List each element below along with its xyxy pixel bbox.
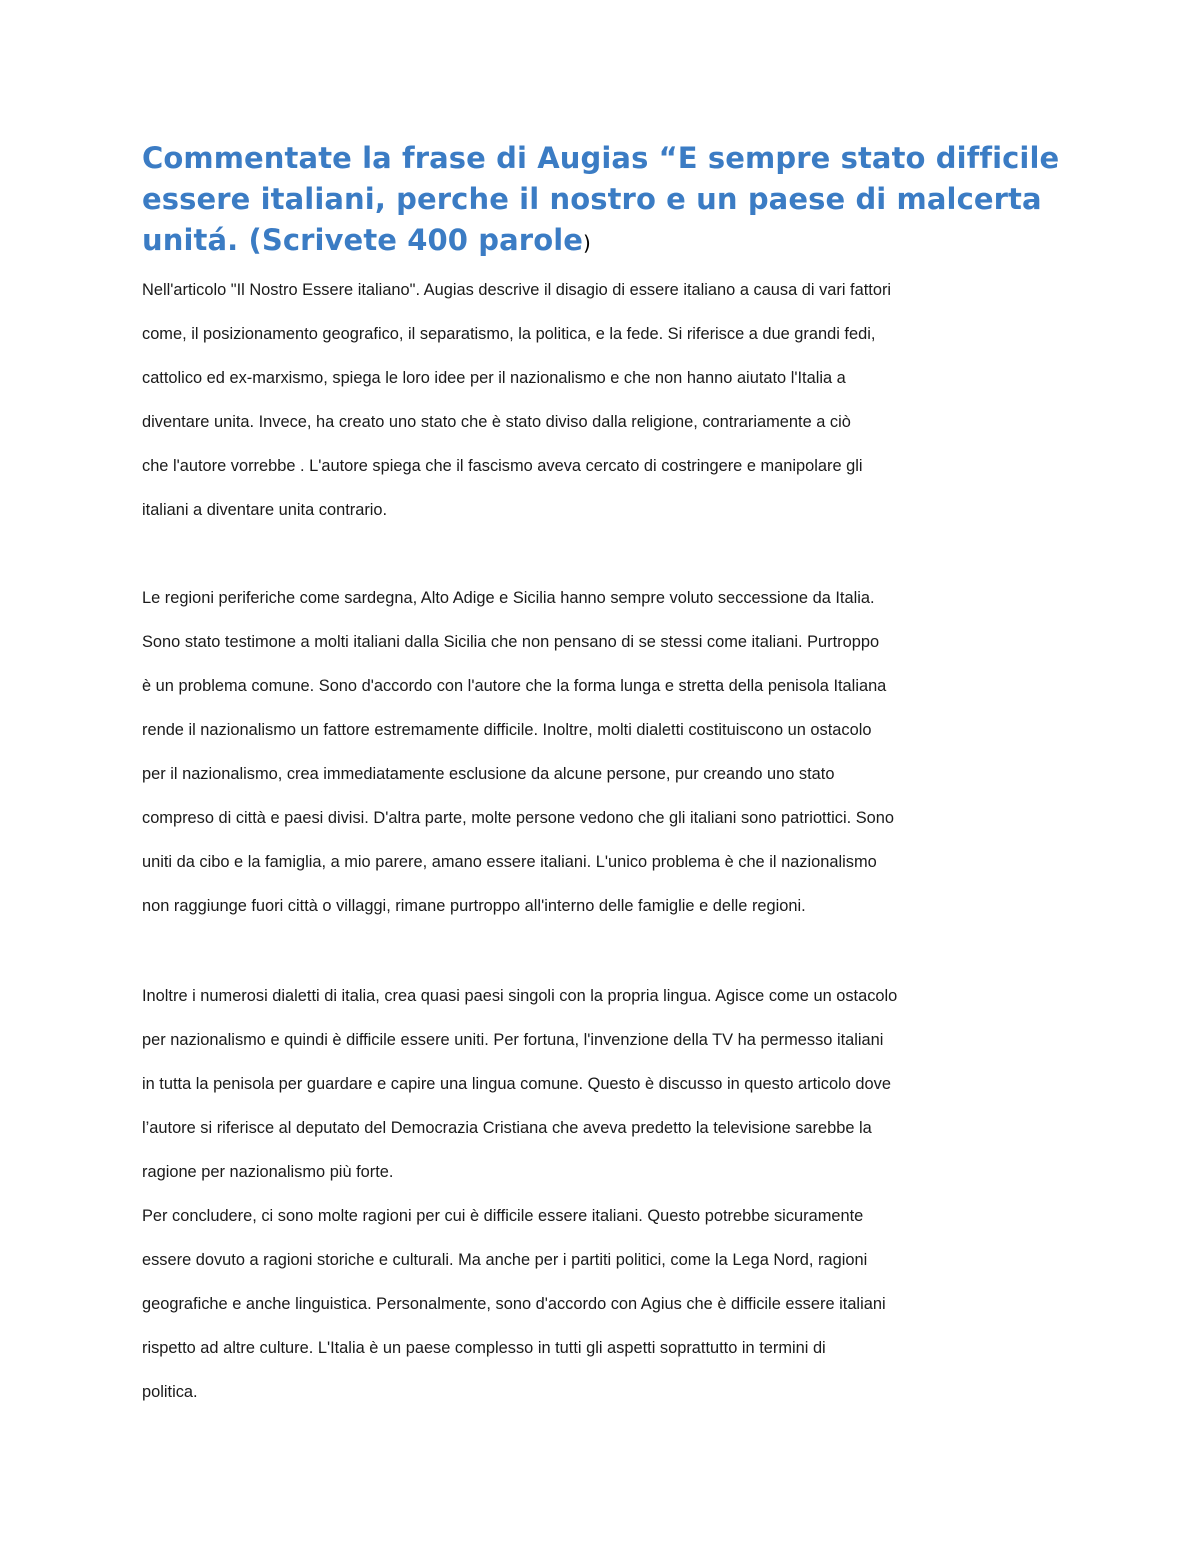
- paragraph-line: Le regioni periferiche come sardegna, Alto Adige e Sicilia hanno sempre voluto seccessione da Italia.: [142, 589, 875, 607]
- paragraph-line: Nell'articolo "Il Nostro Essere italiano". Augias descrive il disagio di essere italiano a causa di vari fattori: [142, 281, 892, 299]
- paragraph-line: italiani a diventare unita contrario.: [142, 501, 388, 519]
- paragraph-line: uniti da cibo e la famiglia, a mio parere, amano essere italiani. L'unico problema è che il nazionalismo: [142, 853, 877, 871]
- paragraph-line: politica.: [142, 1383, 198, 1401]
- paragraph-line: geografiche e anche linguistica. Personalmente, sono d'accordo con Agius che è difficile essere italiani: [142, 1295, 886, 1313]
- paragraph-line: essere dovuto a ragioni storiche e culturali. Ma anche per i partiti politici, come la Lega Nord, ragioni: [142, 1251, 868, 1269]
- paragraph-line: l’autore si riferisce al deputato del Democrazia Cristiana che aveva predetto la televisione sarebbe la: [142, 1119, 872, 1137]
- paragraph-line: che l'autore vorrebbe . L'autore spiega che il fascismo aveva cercato di costringere e manipolare gli: [142, 457, 863, 475]
- title-closing-paren: ): [583, 231, 591, 255]
- paragraph-1: [142, 278, 1062, 522]
- paragraph-2: [142, 586, 1062, 918]
- paragraph-line: Sono stato testimone a molti italiani dalla Sicilia che non pensano di se stessi come italiani. Purtroppo: [142, 633, 880, 651]
- paragraph-line: compreso di città e paesi divisi. D'altra parte, molte persone vedono che gli italiani sono patriottici. Sono: [142, 809, 895, 827]
- paragraph-line: in tutta la penisola per guardare e capire una lingua comune. Questo è discusso in questo articolo dove: [142, 1075, 891, 1093]
- paragraph-line: come, il posizionamento geografico, il separatismo, la politica, e la fede. Si riferisce a due grandi fedi,: [142, 325, 876, 343]
- paragraph-line: cattolico ed ex-marxismo, spiega le loro idee per il nazionalismo e che non hanno aiutato l'Italia a: [142, 369, 846, 387]
- paragraph-line: è un problema comune. Sono d'accordo con l'autore che la forma lunga e stretta della penisola Italiana: [142, 677, 887, 695]
- paragraph-line: rispetto ad altre culture. L'Italia è un paese complesso in tutti gli aspetti soprattutto in termini di: [142, 1339, 826, 1357]
- document-title: [142, 138, 1062, 264]
- paragraph-line: ragione per nazionalismo più forte.: [142, 1163, 394, 1181]
- paragraph-line: Inoltre i numerosi dialetti di italia, crea quasi paesi singoli con la propria lingua. Agisce come un ostacolo: [142, 987, 898, 1005]
- paragraph-line: rende il nazionalismo un fattore estremamente difficile. Inoltre, molti dialetti costituiscono un ostacolo: [142, 721, 872, 739]
- paragraph-line: per il nazionalismo, crea immediatamente esclusione da alcune persone, pur creando uno stato: [142, 765, 835, 783]
- paragraph-3: [142, 984, 1062, 1404]
- paragraph-line: Per concludere, ci sono molte ragioni per cui è difficile essere italiani. Questo potrebbe sicuramente: [142, 1207, 864, 1225]
- paragraph-line: diventare unita. Invece, ha creato uno stato che è stato diviso dalla religione, contrariamente a ciò: [142, 413, 851, 431]
- paragraph-line: non raggiunge fuori città o villaggi, rimane purtroppo all'interno delle famiglie e delle regioni.: [142, 897, 806, 915]
- paragraph-line: per nazionalismo e quindi è difficile essere uniti. Per fortuna, l'invenzione della TV ha permesso italiani: [142, 1031, 884, 1049]
- title-text: Commentate la frase di Augias “E sempre stato difficile essere italiani, perche il nostro e un paese di malcerta unitá. (Scrivete 400 parole: [142, 141, 1060, 257]
